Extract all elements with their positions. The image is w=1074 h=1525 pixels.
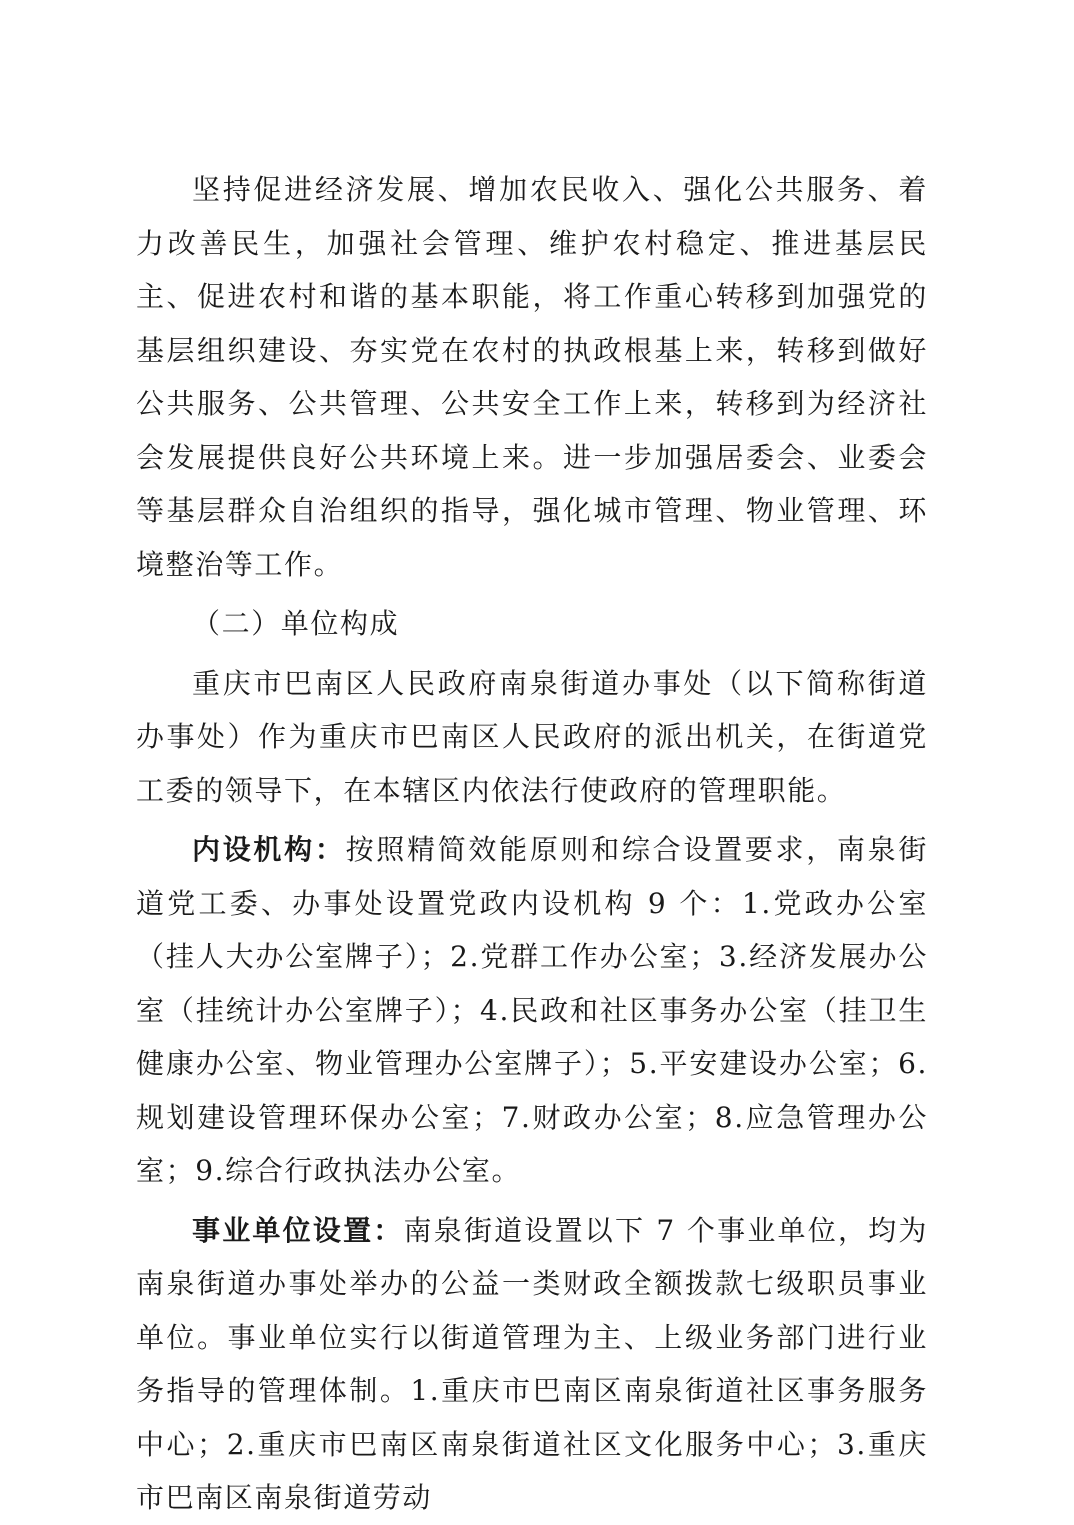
internal-institutions-body: 按照精简效能原则和综合设置要求，南泉街道党工委、办事处设置党政内设机构 9 个：1.党政办公室（挂人大办公室牌子）；2.党群工作办公室；3.经济发展办公室（挂统计办公室牌子）；4.民政和社区事务办公室（挂卫生健康办公室、物业管理办公室牌子）；5.平安建设办公室；6.规划建设管理环保办公室；7.财政办公室；8.应急管理办公室；9.综合行政执法办公室。 (136, 833, 928, 1187)
paragraph-internal-institutions (136, 823, 928, 1198)
paragraph-duties: 坚持促进经济发展、增加农民收入、强化公共服务、着力改善民生，加强社会管理、维护农村稳定、推进基层民主、促进农村和谐的基本职能，将工作重心转移到加强党的基层组织建设、夯实党在农村的执政根基上来，转移到做好公共服务、公共管理、公共安全工作上来，转移到为经济社会发展提供良好公共环境上来。进一步加强居委会、业委会等基层群众自治组织的指导，强化城市管理、物业管理、环境整治等工作。 (136, 173, 928, 581)
internal-institutions-lead: 内设机构： (192, 833, 346, 866)
public-institutions-body: 南泉街道设置以下 7 个事业单位，均为南泉街道办事处举办的公益一类财政全额拨款七级职员事业单位。事业单位实行以街道管理为主、上级业务部门进行业务指导的管理体制。1.重庆市巴南区南泉街道社区事务服务中心；2.重庆市巴南区南泉街道社区文化服务中心；3.重庆市巴南区南泉街道劳动 (136, 1213, 928, 1514)
document-page (136, 163, 928, 1525)
paragraph-public-institutions (136, 1204, 928, 1525)
paragraph-unit-composition: 重庆市巴南区人民政府南泉街道办事处（以下简称街道办事处）作为重庆市巴南区人民政府的派出机关，在街道党工委的领导下，在本辖区内依法行使政府的管理职能。 (136, 666, 928, 807)
section-heading: （二）单位构成 (192, 607, 400, 640)
public-institutions-lead: 事业单位设置： (192, 1213, 404, 1247)
